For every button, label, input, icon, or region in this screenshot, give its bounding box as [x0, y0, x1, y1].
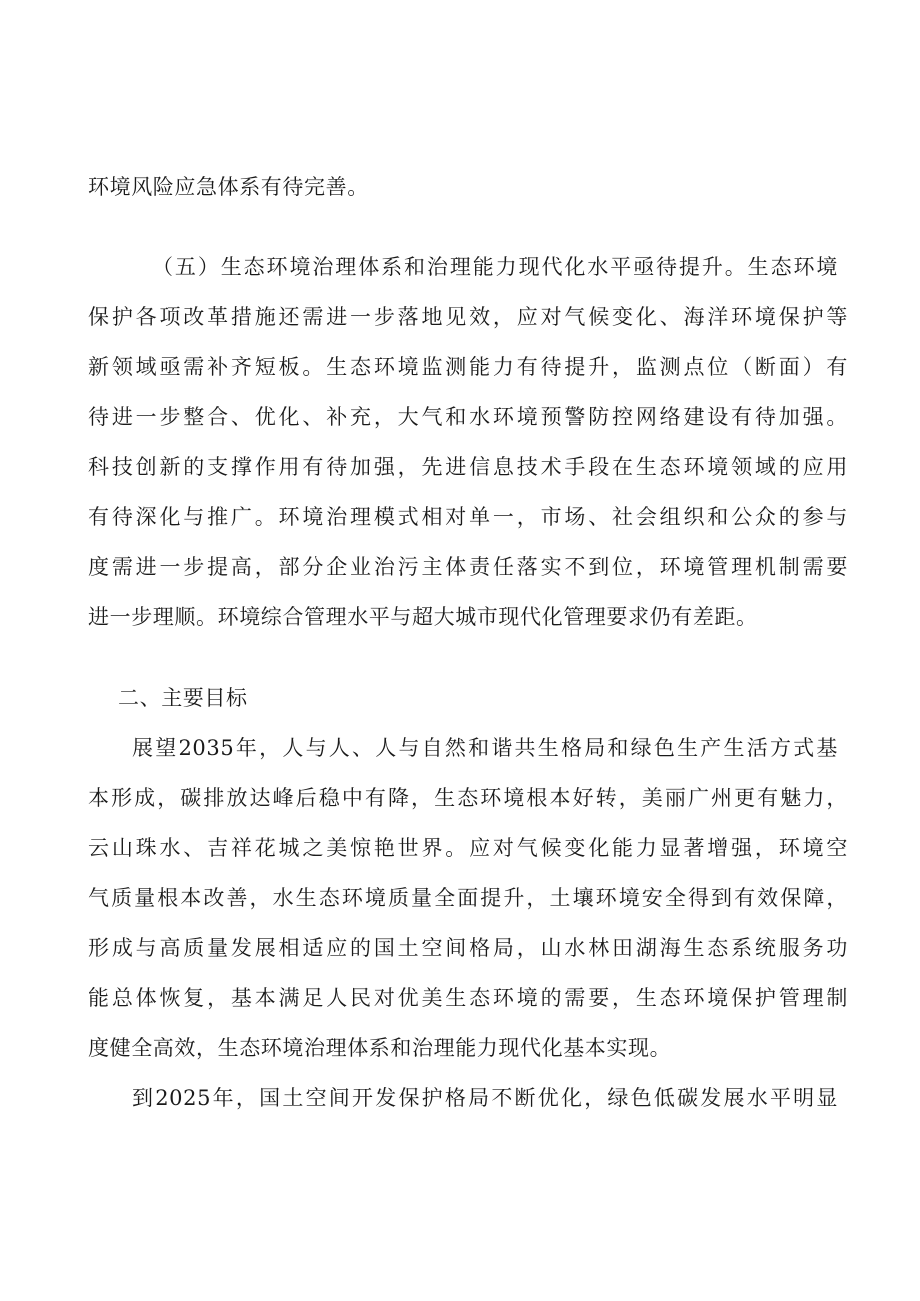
paragraph-3-line-1: 展望2035年，人与人、人与自然和谐共生格局和绿色生产生活方式基 — [132, 736, 838, 760]
paragraph-2-line-3: 新领域亟需补齐短板。生态环境监测能力有待提升，监测点位（断面）有 — [88, 355, 848, 379]
paragraph-3-line-2: 本形成，碳排放达峰后稳中有降，生态环境根本好转，美丽广州更有魅力， — [88, 786, 848, 810]
paragraph-3-line-5: 形成与高质量发展相适应的国土空间格局，山水林田湖海生态系统服务功 — [88, 936, 848, 960]
paragraph-3-line-6: 能总体恢复，基本满足人民对优美生态环境的需要，生态环境保护管理制 — [88, 986, 848, 1010]
paragraph-1-line-1: 环境风险应急体系有待完善。 — [88, 175, 369, 199]
paragraph-2-line-2: 保护各项改革措施还需进一步落地见效，应对气候变化、海洋环境保护等 — [88, 305, 848, 329]
paragraph-2-line-4: 待进一步整合、优化、补充，大气和水环境预警防控网络建设有待加强。 — [88, 405, 848, 429]
paragraph-3-line-3: 云山珠水、吉祥花城之美惊艳世界。应对气候变化能力显著增强，环境空 — [88, 836, 848, 860]
paragraph-2-line-5: 科技创新的支撑作用有待加强，先进信息技术手段在生态环境领域的应用 — [88, 455, 848, 479]
paragraph-4-line-1: 到2025年，国土空间开发保护格局不断优化，绿色低碳发展水平明显 — [132, 1086, 838, 1110]
paragraph-2-line-8: 进一步理顺。环境综合管理水平与超大城市现代化管理要求仍有差距。 — [88, 605, 758, 629]
paragraph-3-line-7: 度健全高效，生态环境治理体系和治理能力现代化基本实现。 — [88, 1036, 672, 1060]
paragraph-2-line-1: （五）生态环境治理体系和治理能力现代化水平亟待提升。生态环境 — [152, 255, 838, 279]
paragraph-2-line-7: 度需进一步提高，部分企业治污主体责任落实不到位，环境管理机制需要 — [88, 555, 848, 579]
paragraph-2-line-6: 有待深化与推广。环境治理模式相对单一，市场、社会组织和公众的参与 — [88, 505, 848, 529]
paragraph-3-line-4: 气质量根本改善，水生态环境质量全面提升，土壤环境安全得到有效保障， — [88, 886, 848, 910]
section-heading: 二、主要目标 — [118, 686, 248, 710]
